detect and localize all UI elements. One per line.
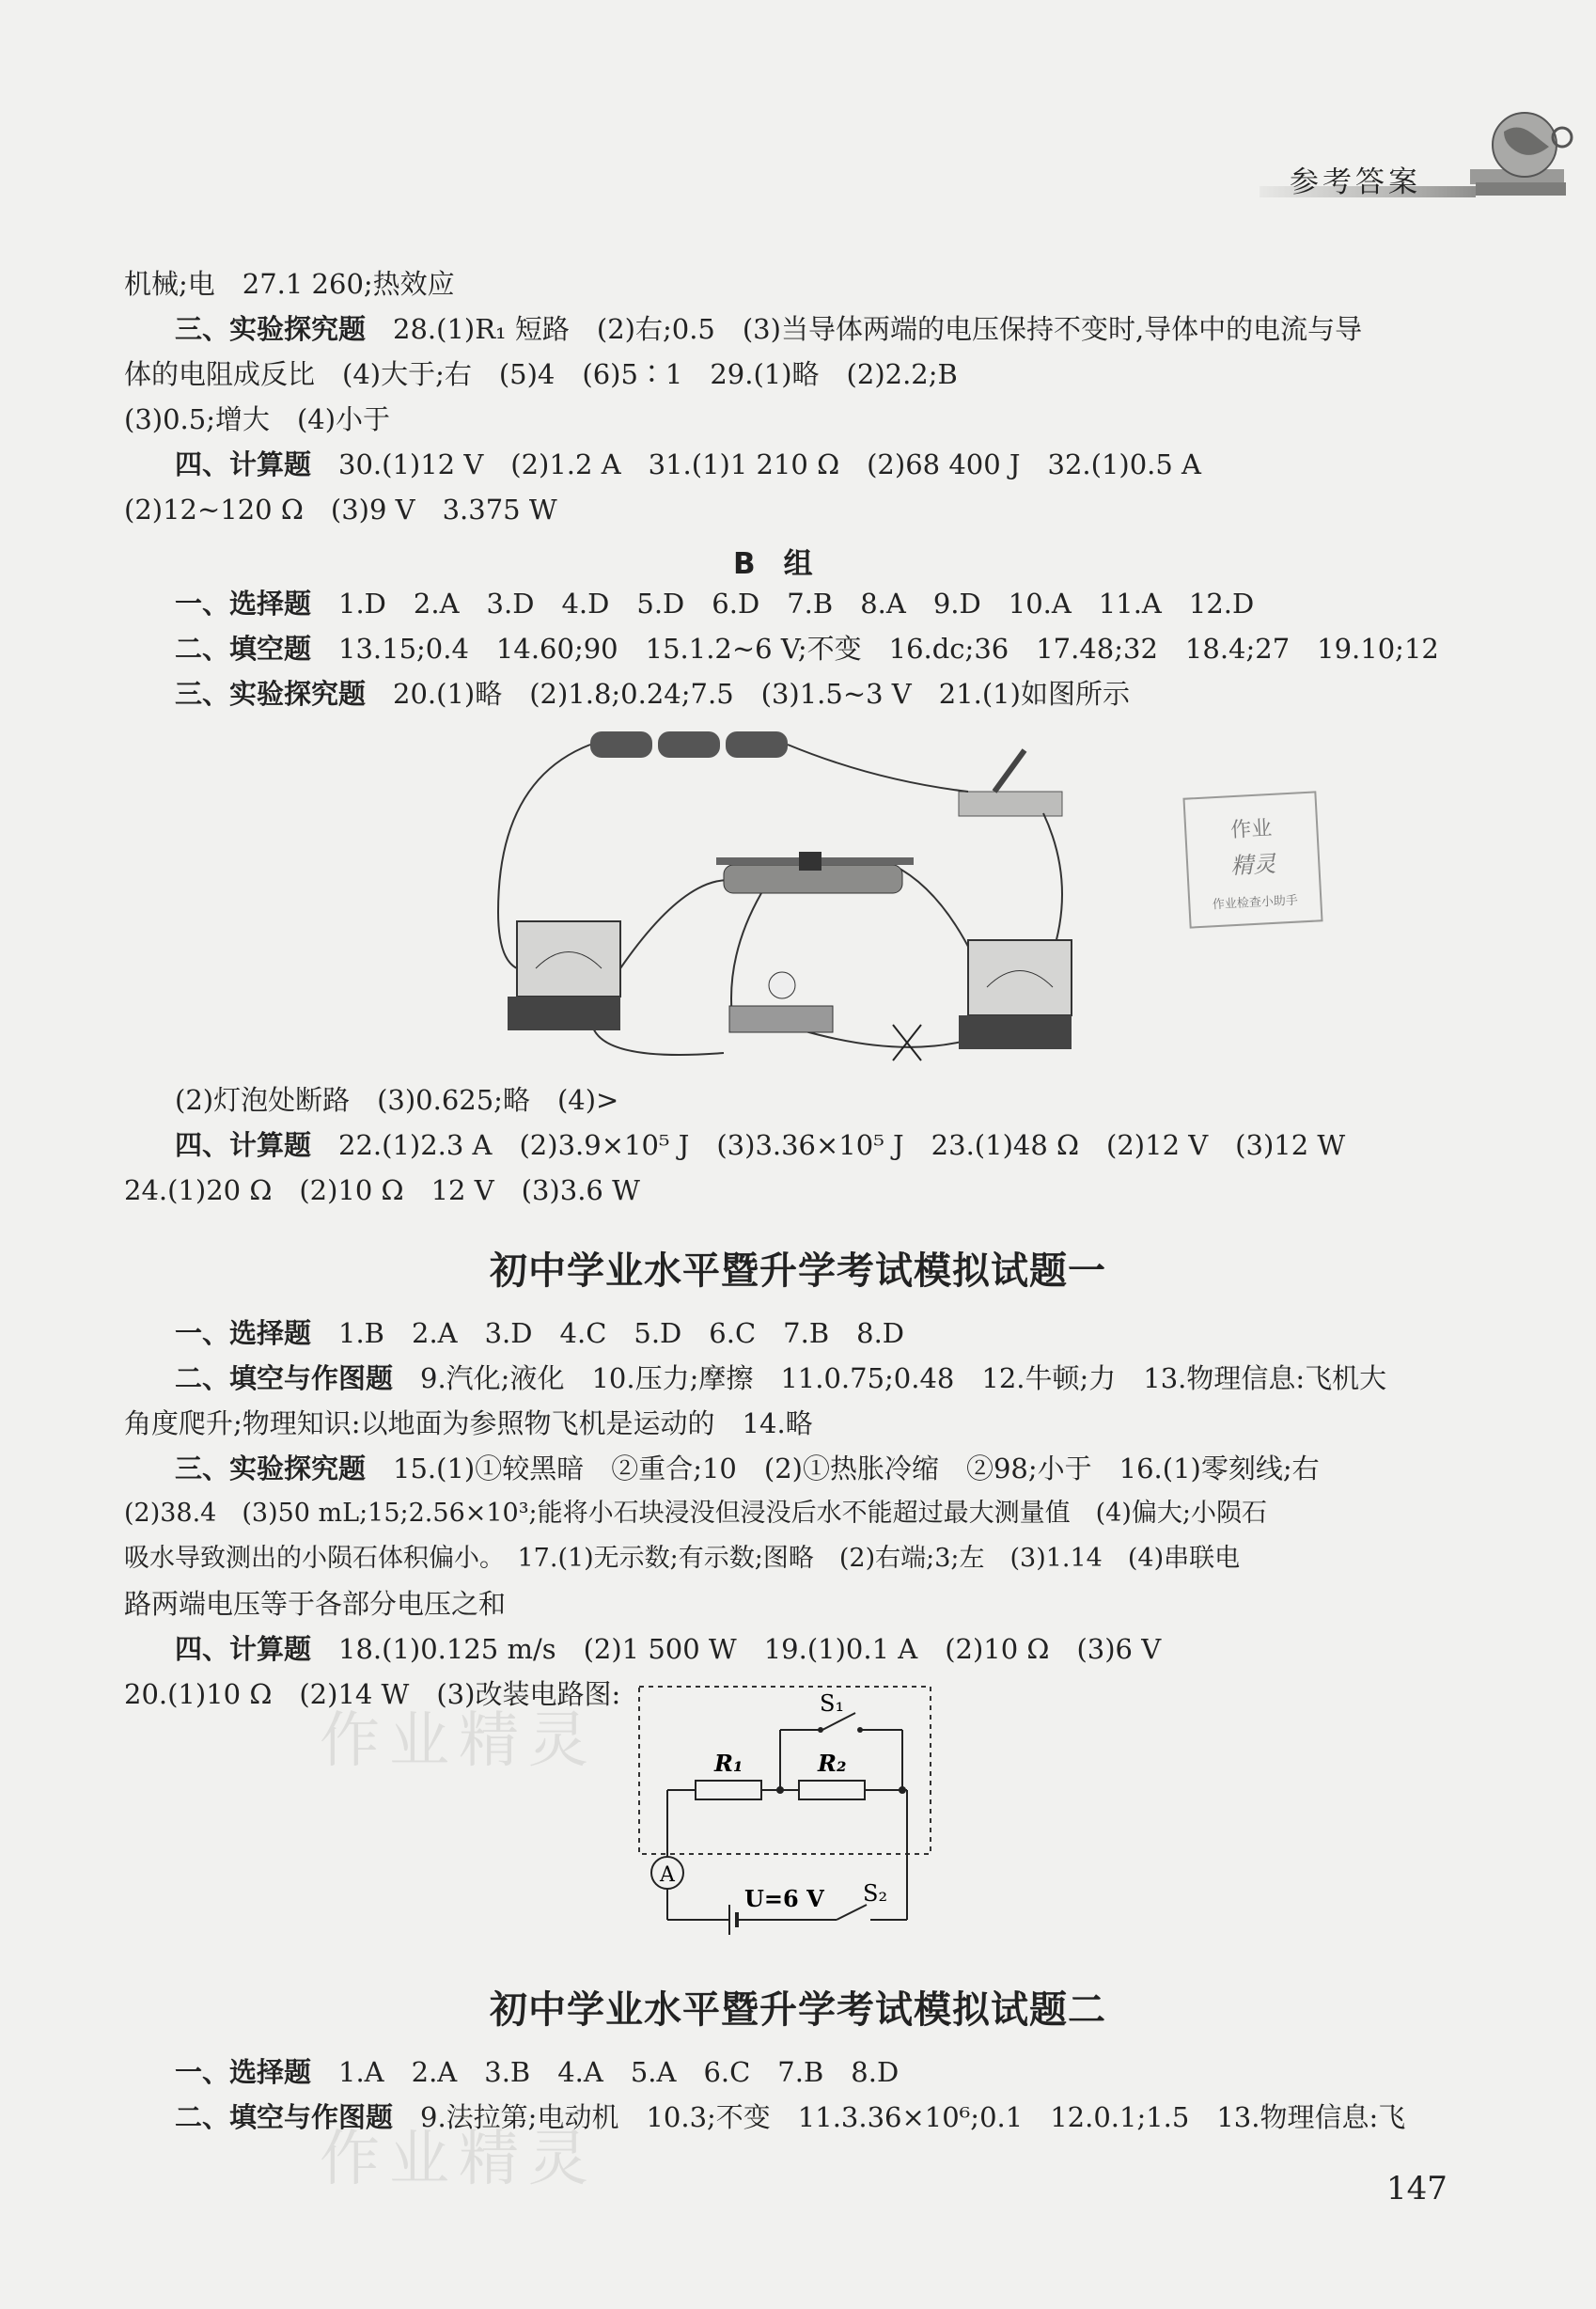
circuit-diagram <box>620 1673 959 1937</box>
text-line: (2)灯泡处断路 (3)0.625;略 (4)> <box>175 1084 619 1116</box>
section-heading: 三、实验探究题 <box>175 1453 367 1484</box>
circuit-experiment-figure <box>479 724 1081 1072</box>
stamp-line: 作业 <box>1229 816 1273 843</box>
text-line <box>175 2055 899 2089</box>
group-b-title: B组 <box>733 547 841 581</box>
watermark-text: 作业精灵 <box>320 1706 598 1776</box>
text-line-body: 1.A 2.A 3.B 4.A 5.A 6.C 7.B 8.D <box>311 2056 900 2088</box>
text-line <box>175 587 1254 620</box>
ammeter-label: A <box>660 1863 675 1887</box>
s1-label: S₁ <box>820 1690 845 1717</box>
text-line-body: 9.汽化;液化 10.压力;摩擦 11.0.75;0.48 12.牛顿;力 13.物理信息:飞机大 <box>393 1362 1387 1394</box>
section-heading: 一、选择题 <box>175 1317 312 1349</box>
section-heading: 三、实验探究题 <box>175 678 367 710</box>
section-heading: 一、选择题 <box>175 2056 312 2088</box>
stamp-line: 精灵 <box>1229 850 1276 880</box>
section-heading: 一、选择题 <box>175 588 312 620</box>
text-line-body: 20.(1)略 (2)1.8;0.24;7.5 (3)1.5~3 V 21.(1)如图所示 <box>366 678 1130 710</box>
text-line: (2)12~120 Ω (3)9 V 3.375 W <box>124 494 557 526</box>
text-line: (3)0.5;增大 (4)小于 <box>124 403 391 435</box>
text-line-body: 1.B 2.A 3.D 4.C 5.D 6.C 7.B 8.D <box>311 1317 905 1349</box>
watermark-stamp <box>1182 791 1322 928</box>
text-line-body: 15.(1)①较黑暗 ②重合;10 (2)①热胀冷缩 ②98;小于 16.(1)零刻线;右 <box>366 1453 1320 1484</box>
text-line-body: 1.D 2.A 3.D 4.D 5.D 6.D 7.B 8.A 9.D 10.A 11.A 12.D <box>311 588 1255 620</box>
text-line <box>175 1632 1161 1666</box>
watermark-text: 作业精灵 <box>320 2125 598 2194</box>
text-line <box>175 1452 1320 1485</box>
text-line-body: 22.(1)2.3 A (2)3.9×10⁵ J (3)3.36×10⁵ J 23.(1)48 Ω (2)12 V (3)12 W <box>311 1129 1346 1161</box>
section-heading: 四、计算题 <box>175 1129 312 1161</box>
section-heading: 四、计算题 <box>175 1633 312 1665</box>
text-line <box>175 1128 1345 1162</box>
header-label: 参考答案 <box>1290 165 1421 199</box>
s2-label: S₂ <box>863 1880 888 1907</box>
page-number: 147 <box>1386 2170 1447 2207</box>
r1-label: R₁ <box>714 1750 743 1777</box>
text-line: 吸水导致测出的小陨石体积偏小。 17.(1)无示数;有示数;图略 (2)右端;3;左 (3)1.14 (4)串联电 <box>124 1544 1241 1573</box>
text-line <box>175 1316 904 1350</box>
text-line <box>175 632 1439 666</box>
section-title: 初中学业水平暨升学考试模拟试题一 <box>490 1249 1106 1293</box>
text-line: 20.(1)10 Ω (2)14 W (3)改装电路图: <box>124 1678 621 1710</box>
text-line: 路两端电压等于各部分电压之和 <box>124 1588 507 1620</box>
text-line <box>175 677 1130 711</box>
section-title: 初中学业水平暨升学考试模拟试题二 <box>490 1988 1106 2032</box>
text-line <box>175 1361 1386 1395</box>
text-line: 角度爬升;物理知识:以地面为参照物飞机是运动的 14.略 <box>124 1407 813 1439</box>
section-heading: 三、实验探究题 <box>175 313 367 345</box>
text-line <box>175 312 1362 346</box>
voltage-label: U=6 V <box>744 1885 824 1912</box>
section-heading: 四、计算题 <box>175 448 312 480</box>
text-line: 体的电阻成反比 (4)大于;右 (5)4 (6)5∶1 29.(1)略 (2)2.2;B <box>124 358 958 390</box>
text-line: 机械;电 27.1 260;热效应 <box>124 268 455 300</box>
section-heading: 二、填空与作图题 <box>175 1362 394 1394</box>
text-line-body: 30.(1)12 V (2)1.2 A 31.(1)1 210 Ω (2)68 400 J 32.(1)0.5 A <box>311 448 1201 480</box>
text-line-body: 28.(1)R₁ 短路 (2)右;0.5 (3)当导体两端的电压保持不变时,导体中的电流与导 <box>366 313 1363 345</box>
stamp-line: 作业检查小助手 <box>1212 893 1299 913</box>
text-line-body: 18.(1)0.125 m/s (2)1 500 W 19.(1)0.1 A (2)10 Ω (3)6 V <box>311 1633 1162 1665</box>
text-line: 24.(1)20 Ω (2)10 Ω 12 V (3)3.6 W <box>124 1174 640 1206</box>
text-line <box>175 448 1201 481</box>
text-line-body: 9.法拉第;电动机 10.3;不变 11.3.36×10⁶;0.1 12.0.1;1.5 13.物理信息:飞 <box>393 2101 1406 2133</box>
globe-books-icon <box>1466 103 1579 216</box>
section-heading: 二、填空与作图题 <box>175 2101 394 2133</box>
r2-label: R₂ <box>818 1750 847 1777</box>
text-line: (2)38.4 (3)50 mL;15;2.56×10³;能将小石块浸没但浸没后水不能超过最大测量值 (4)偏大;小陨石 <box>124 1499 1267 1528</box>
section-heading: 二、填空题 <box>175 633 312 665</box>
text-line-body: 13.15;0.4 14.60;90 15.1.2~6 V;不变 16.dc;36 17.48;32 18.4;27 19.10;12 <box>311 633 1439 665</box>
